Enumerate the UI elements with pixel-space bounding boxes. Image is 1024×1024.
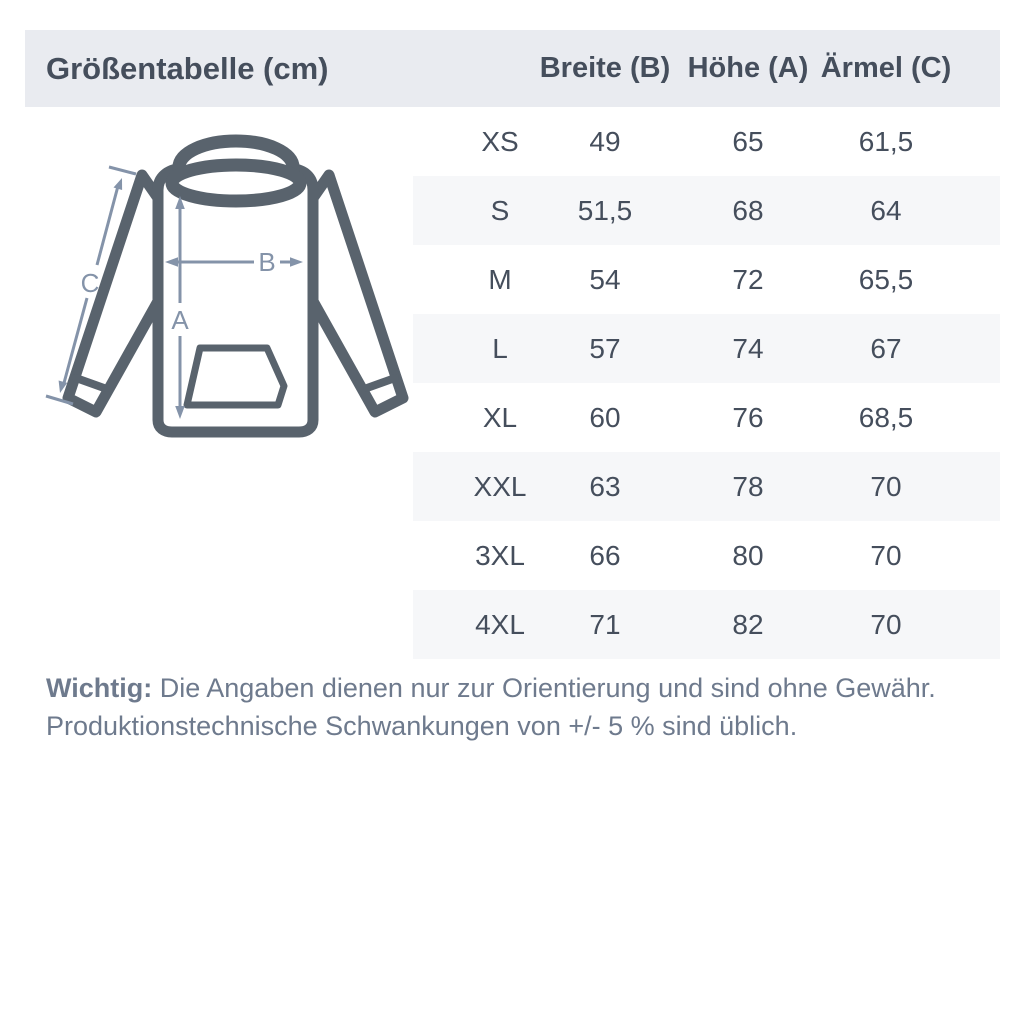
size-label: XXL [473,471,527,502]
size-label: 4XL [475,609,525,640]
dimension-label-b: B [258,247,276,277]
hoehe-value: 78 [732,471,764,502]
breite-value: 63 [589,471,621,502]
aermel-value: 68,5 [858,402,914,433]
aermel-value: 65,5 [858,264,914,295]
table-row [413,107,1000,176]
column-header-aermel: Ärmel (C) [820,52,952,84]
size-label: 3XL [475,540,525,571]
table-row [413,590,1000,659]
size-label: XL [482,402,518,433]
column-header-hoehe: Höhe (A) [687,52,809,84]
aermel-value: 67 [870,333,902,364]
breite-value: 66 [589,540,621,571]
aermel-value: 64 [870,195,902,226]
hood-inner-ring [172,165,300,201]
hoehe-value: 65 [732,126,764,157]
hoodie-measurement-diagram [30,120,430,460]
arrowhead-c-up [114,178,123,190]
hoehe-value: 74 [732,333,764,364]
size-label: M [488,264,512,295]
table-row [413,176,1000,245]
table-row [413,452,1000,521]
dimension-c-tick-top [109,167,136,174]
size-label: XS [481,126,519,157]
breite-value: 54 [589,264,621,295]
aermel-value: 70 [870,609,902,640]
hoehe-value: 76 [732,402,764,433]
disclaimer-bold-label: Wichtig: [46,673,153,703]
table-row [413,314,1000,383]
breite-value: 51,5 [577,195,633,226]
hoehe-value: 72 [732,264,764,295]
kangaroo-pocket [187,348,284,405]
aermel-value: 70 [870,540,902,571]
disclaimer-note [46,669,976,745]
dimension-label-c: C [80,268,100,298]
hoehe-value: 68 [732,195,764,226]
aermel-value: 61,5 [858,126,914,157]
table-header-band [25,30,1000,107]
table-row [413,383,1000,452]
hoehe-value: 82 [732,609,764,640]
table-row [413,245,1000,314]
size-label: L [492,333,508,364]
size-label: S [490,195,510,226]
column-header-breite: Breite (B) [539,52,671,84]
disclaimer-line2: Produktionstechnische Schwankungen von +/- 5 % sind üblich. [46,711,798,741]
page-title: Größentabelle (cm) [46,51,329,86]
hoodie-illustration [30,120,430,460]
hoehe-value: 80 [732,540,764,571]
breite-value: 60 [589,402,621,433]
size-table [413,107,1000,659]
breite-value: 71 [589,609,621,640]
aermel-value: 70 [870,471,902,502]
dimension-label-a: A [171,305,189,335]
disclaimer-line1: Die Angaben dienen nur zur Orientierung und sind ohne Gewähr. [152,673,936,703]
breite-value: 49 [589,126,621,157]
table-row [413,521,1000,590]
breite-value: 57 [589,333,621,364]
